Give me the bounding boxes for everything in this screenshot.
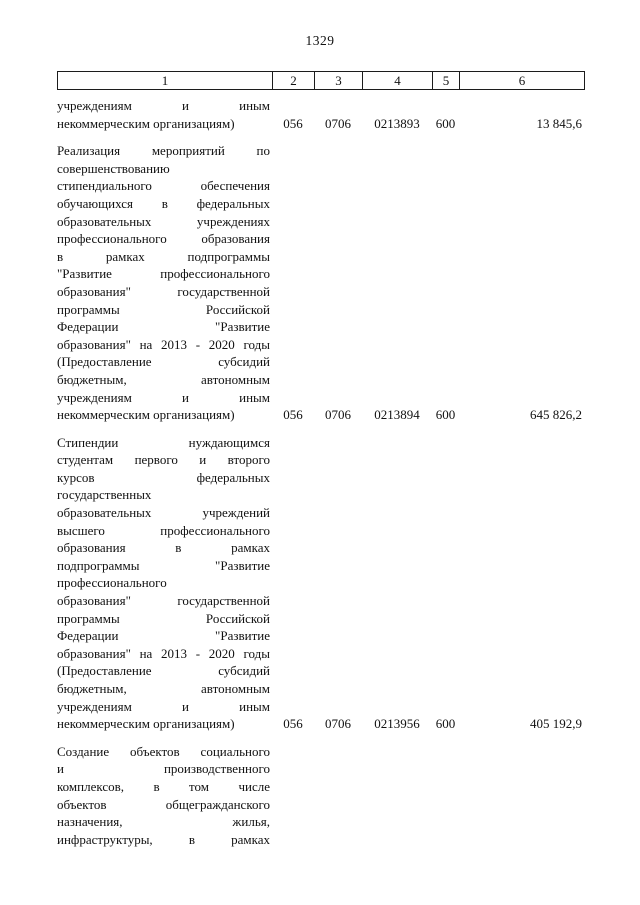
row-text-line: образования" на 2013 - 2020 годы (57, 645, 270, 661)
row-text-line: и производственного (57, 761, 270, 777)
row-item-name (57, 97, 272, 132)
row-text-line: подпрограммы "Развитие (57, 557, 270, 573)
cell-code-col3: 0706 (325, 115, 351, 131)
row-text-line: назначения, жилья, (57, 814, 270, 830)
row-text-line: стипендиального обеспечения (57, 178, 270, 194)
cell-code-col2: 056 (283, 716, 303, 732)
row-text-line: инфраструктуры, в рамках (57, 831, 270, 847)
column-header-1: 1 (58, 72, 273, 89)
cell-amount: 645 826,2 (530, 407, 582, 423)
column-header-2: 2 (273, 72, 315, 89)
row-text-line: учреждениям и иным (57, 389, 270, 405)
cell-code-col4: 0213893 (374, 115, 420, 131)
row-item-name (57, 434, 272, 733)
row-text-line: студентам первого и второго (57, 452, 270, 468)
row-text-line: учреждениям и иным (57, 98, 270, 113)
cell-code-col5: 600 (435, 407, 456, 423)
row-text-line: в рамках подпрограммы (57, 248, 270, 264)
row-text-line: "Развитие профессионального (57, 266, 270, 282)
cell-code-col5: 600 (435, 115, 456, 131)
cell-amount: 13 845,6 (536, 115, 582, 131)
table-header-row (57, 71, 585, 90)
row-text-line: Реализация мероприятий по (57, 143, 270, 159)
row-item-name (57, 142, 272, 424)
row-text-line: образовательных учреждениях (57, 213, 270, 229)
column-header-4: 4 (363, 72, 433, 89)
row-text-line: государственных (57, 487, 152, 503)
row-text-line: обучающихся в федеральных (57, 195, 270, 211)
row-item-name (57, 743, 272, 849)
row-text-line: учреждениям и иным (57, 698, 270, 714)
row-text-line: (Предоставление субсидий (57, 354, 270, 370)
row-text-line: объектов общегражданского (57, 796, 270, 812)
table-row (57, 142, 585, 424)
row-text-line: курсов федеральных (57, 469, 270, 485)
column-header-3: 3 (315, 72, 363, 89)
row-text-line: образования" государственной (57, 593, 270, 609)
row-text-line: профессионального образования (57, 231, 270, 247)
row-text-line: Федерации "Развитие (57, 628, 270, 644)
row-text-line: некоммерческим организациям) (57, 716, 235, 732)
cell-code-col3: 0706 (325, 407, 351, 423)
row-text-line: Создание объектов социального (57, 743, 270, 759)
row-text-line: образования" на 2013 - 2020 годы (57, 336, 270, 352)
table-row (57, 743, 585, 849)
row-text-line: бюджетным, автономным (57, 681, 270, 696)
page-number: 1329 (305, 33, 335, 48)
row-text-line: комплексов, в том числе (57, 778, 270, 794)
cell-code-col2: 056 (283, 115, 303, 131)
cell-amount: 405 192,9 (530, 716, 582, 732)
cell-code-col2: 056 (283, 407, 303, 423)
row-text-line: образовательных учреждений (57, 505, 270, 521)
cell-code-col5: 600 (435, 716, 456, 732)
row-text-line: образования" государственной (57, 283, 270, 299)
row-text-line: образования в рамках (57, 540, 270, 556)
row-text-line: Стипендии нуждающимся (57, 434, 270, 450)
table-body (57, 97, 585, 848)
column-header-5: 5 (433, 72, 460, 89)
row-text-line: совершенствованию (57, 160, 170, 176)
cell-code-col4: 0213956 (374, 716, 420, 732)
table-row (57, 434, 585, 733)
cell-code-col3: 0706 (325, 716, 351, 732)
row-text-line: некоммерческим организациям) (57, 407, 235, 423)
row-text-line: программы Российской (57, 301, 270, 317)
row-text-line: Федерации "Развитие (57, 319, 270, 335)
row-text-line: программы Российской (57, 610, 270, 626)
row-text-line: профессионального (57, 575, 167, 591)
row-text-line: бюджетным, автономным (57, 371, 270, 387)
cell-code-col4: 0213894 (374, 407, 420, 423)
table-row (57, 97, 585, 132)
row-text-line: высшего профессионального (57, 522, 270, 538)
column-header-6: 6 (518, 72, 526, 88)
row-text-line: некоммерческим организациям) (57, 115, 235, 131)
row-text-line: (Предоставление субсидий (57, 663, 270, 679)
